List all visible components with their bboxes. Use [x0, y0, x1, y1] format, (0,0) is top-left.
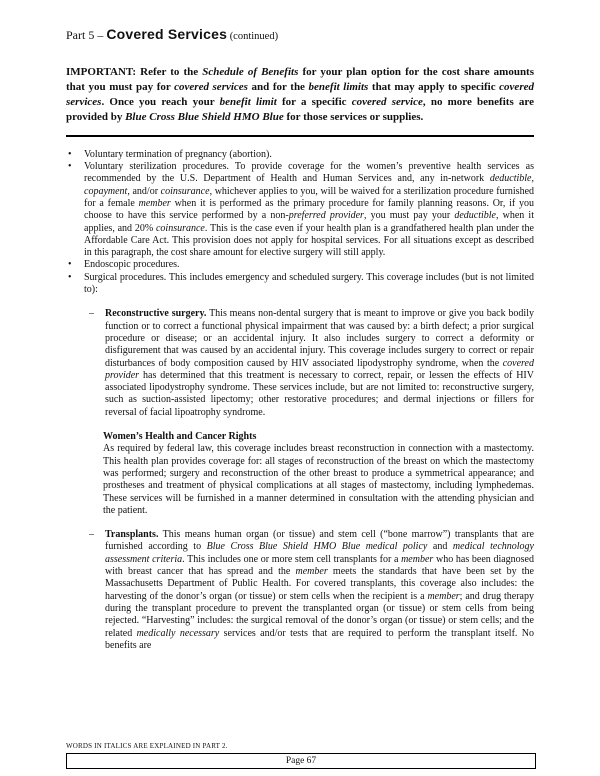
bullet-item [66, 161, 534, 259]
text-segment: This means human organ (or tissue) and stem cell (“bone marrow”) transplants that are furnished according to [105, 529, 534, 553]
sub-block [66, 431, 534, 517]
text-segment: As required by federal law, this coverage includes breast reconstruction in connection with a mastectomy. This health plan provides coverage for: all stages of reconstruction of the breast on which the mastectomy was performed; surgery and reconstruction of the other breast to produce a symmetrical appearance; and prostheses and treatment of physical complications at all stages of mastectomy, including lymphedemas. These services will be furnished in a manner determined in consultation with the attending physician and the patient. [103, 443, 534, 516]
text-segment: This means non-dental surgery that is meant to improve or give you back bodily function or to correct a functional physical impairment that was caused by: a birth defect; a prior surgical procedure or disease; or an accidental injury. It also includes surgery to correct a deformity or disfigurement that was caused by an accidental injury. This coverage includes surgery to correct or repair disturbances of body composition caused by HIV associated lipodystrophy syndrome, when the [105, 308, 534, 369]
text-segment: preferred provider [288, 210, 364, 222]
text-segment: Blue Cross Blue Shield HMO Blue medical policy [206, 541, 428, 553]
text-segment: , whichever applies to you, will be waived for a sterilization procedure furnished for a female [84, 185, 535, 209]
text-segment: IMPORTANT: Refer to the [66, 66, 203, 78]
text-segment: Reconstructive surgery. [105, 308, 207, 320]
page-number-box [66, 753, 536, 769]
list-marker: • [68, 148, 72, 160]
covered-services-list [66, 149, 534, 652]
text-segment: . This is the case even if your health plan is a grandfathered health plan under the Affordable Care Act. This provision does not apply for hospital services. For all situations except as described in this paragraph, the cost share amount for elective surgery will still apply. [84, 222, 534, 259]
paragraph [105, 529, 534, 652]
paragraph [105, 308, 534, 419]
text-segment: , you must pay your [363, 210, 455, 222]
paragraph [84, 259, 534, 271]
text-segment: covered services [174, 80, 248, 93]
bullet-item [66, 272, 534, 297]
text-segment: services and/or tests that are required to perform the transplant itself. No benefits are [105, 627, 535, 651]
text-segment: has determined that this treatment is necessary to correct, repair, or lessen the effects of HIV associated lipodystrophy syndrome. These services include, but are not limited to: reconstructive surgery, such as suction-assisted lipectomy; other restorative procedures; and dermal injections or fillers for reversal of facial lipoatrophy syndrome. [105, 369, 534, 418]
text-segment: that may apply to specific [368, 80, 500, 93]
text-segment: member [427, 590, 460, 602]
paragraph [84, 272, 534, 297]
list-item-text [84, 259, 534, 271]
list-item-text [105, 308, 534, 419]
text-segment: for your plan option for the cost share amounts that you must pay for [66, 66, 535, 93]
list-marker: – [89, 308, 94, 320]
paragraph [84, 149, 534, 161]
text-segment: Surgical procedures. This includes emergency and scheduled surgery. This coverage includes (but is not limited to): [84, 271, 534, 296]
text-segment: and [427, 541, 453, 553]
text-segment: member [401, 553, 434, 565]
text-segment: copayment [84, 185, 128, 197]
paragraph [84, 161, 534, 259]
text-segment: Voluntary termination of pregnancy (abortion). [84, 148, 272, 160]
text-segment: covered services [66, 80, 534, 108]
list-marker: • [68, 259, 72, 271]
part-label: Part 5 – [66, 28, 107, 42]
text-segment: benefit limits [308, 80, 369, 93]
text-segment: and for the [247, 80, 309, 93]
dash-item [66, 529, 534, 652]
important-notice [66, 65, 534, 125]
text-segment: Voluntary sterilization procedures. To provide coverage for the women’s preventive health services as recommended by the U.S. Department of Health and Human Services and, any in-network [84, 161, 534, 185]
text-segment: who has been diagnosed with breast cancer that has spread and the [105, 553, 534, 578]
italics-note: WORDS IN ITALICS ARE EXPLAINED IN PART 2. [66, 742, 228, 750]
dash-item [66, 308, 534, 419]
text-segment: Schedule of Benefits [202, 66, 299, 78]
list-item-text [84, 149, 534, 161]
text-segment: Endoscopic procedures. [84, 259, 180, 271]
list-marker: • [68, 161, 72, 173]
text-segment: coinsurance [155, 222, 205, 234]
text-segment: member [138, 198, 171, 209]
text-segment: benefit limit [219, 95, 277, 108]
text-segment: Blue Cross Blue Shield HMO Blue [125, 110, 284, 123]
text-segment: medically necessary [136, 627, 220, 639]
page-title: Covered Services [106, 26, 228, 42]
list-marker: – [89, 529, 94, 541]
bullet-item [66, 259, 534, 271]
text-segment: deductible [489, 173, 532, 185]
text-segment: Transplants. [105, 529, 159, 541]
text-segment: medical technology assessment criteria [105, 541, 534, 565]
list-item-text [105, 529, 534, 652]
list-item-text [103, 431, 534, 517]
bullet-item [66, 149, 534, 161]
text-segment: . Once you reach your [101, 95, 220, 108]
continued-label: (continued) [227, 31, 279, 42]
text-segment: , [531, 173, 534, 185]
text-segment: covered service [351, 95, 423, 108]
text-segment: when it is performed as the primary procedure for family planning reasons. Or, if you choose to have this service performed by a non- [84, 198, 534, 222]
horizontal-rule [66, 135, 534, 137]
text-segment: meets the standards that have been set by the Massachusetts Department of Public Health. For covered transplants, this coverage also includes: the harvesting of the donor’s organ (or tissue) or stem cells when the recipient is a [105, 566, 534, 602]
text-segment: , when it applies, and 20% [84, 210, 534, 234]
list-item-text [84, 161, 534, 259]
paragraph [103, 443, 534, 517]
text-segment: covered provider [105, 357, 534, 381]
sub-heading: Women’s Health and Cancer Rights [103, 431, 257, 443]
text-segment: . This includes one or more stem cell transplants for a [182, 553, 402, 565]
text-segment: member [295, 566, 328, 578]
list-marker: • [68, 271, 72, 283]
list-item-text [84, 272, 534, 297]
text-segment: , and/or [127, 185, 161, 197]
text-segment: for those services or supplies. [283, 110, 424, 123]
text-segment: ; and drug therapy during the transplant procedure to prevent the transplanted organ (or tissue) or stem cells from being rejected. “Harvesting” includes: the surgical removal of the donor’s organ (or tissue) or stem cells; and the related [105, 590, 534, 639]
text-segment: for a specific [276, 95, 352, 108]
text-segment: deductible [454, 210, 496, 222]
text-segment: coinsurance [160, 185, 210, 197]
page-header [66, 26, 534, 43]
text-segment: , no more benefits are provided by [66, 95, 534, 123]
page-number: Page 67 [285, 755, 317, 766]
